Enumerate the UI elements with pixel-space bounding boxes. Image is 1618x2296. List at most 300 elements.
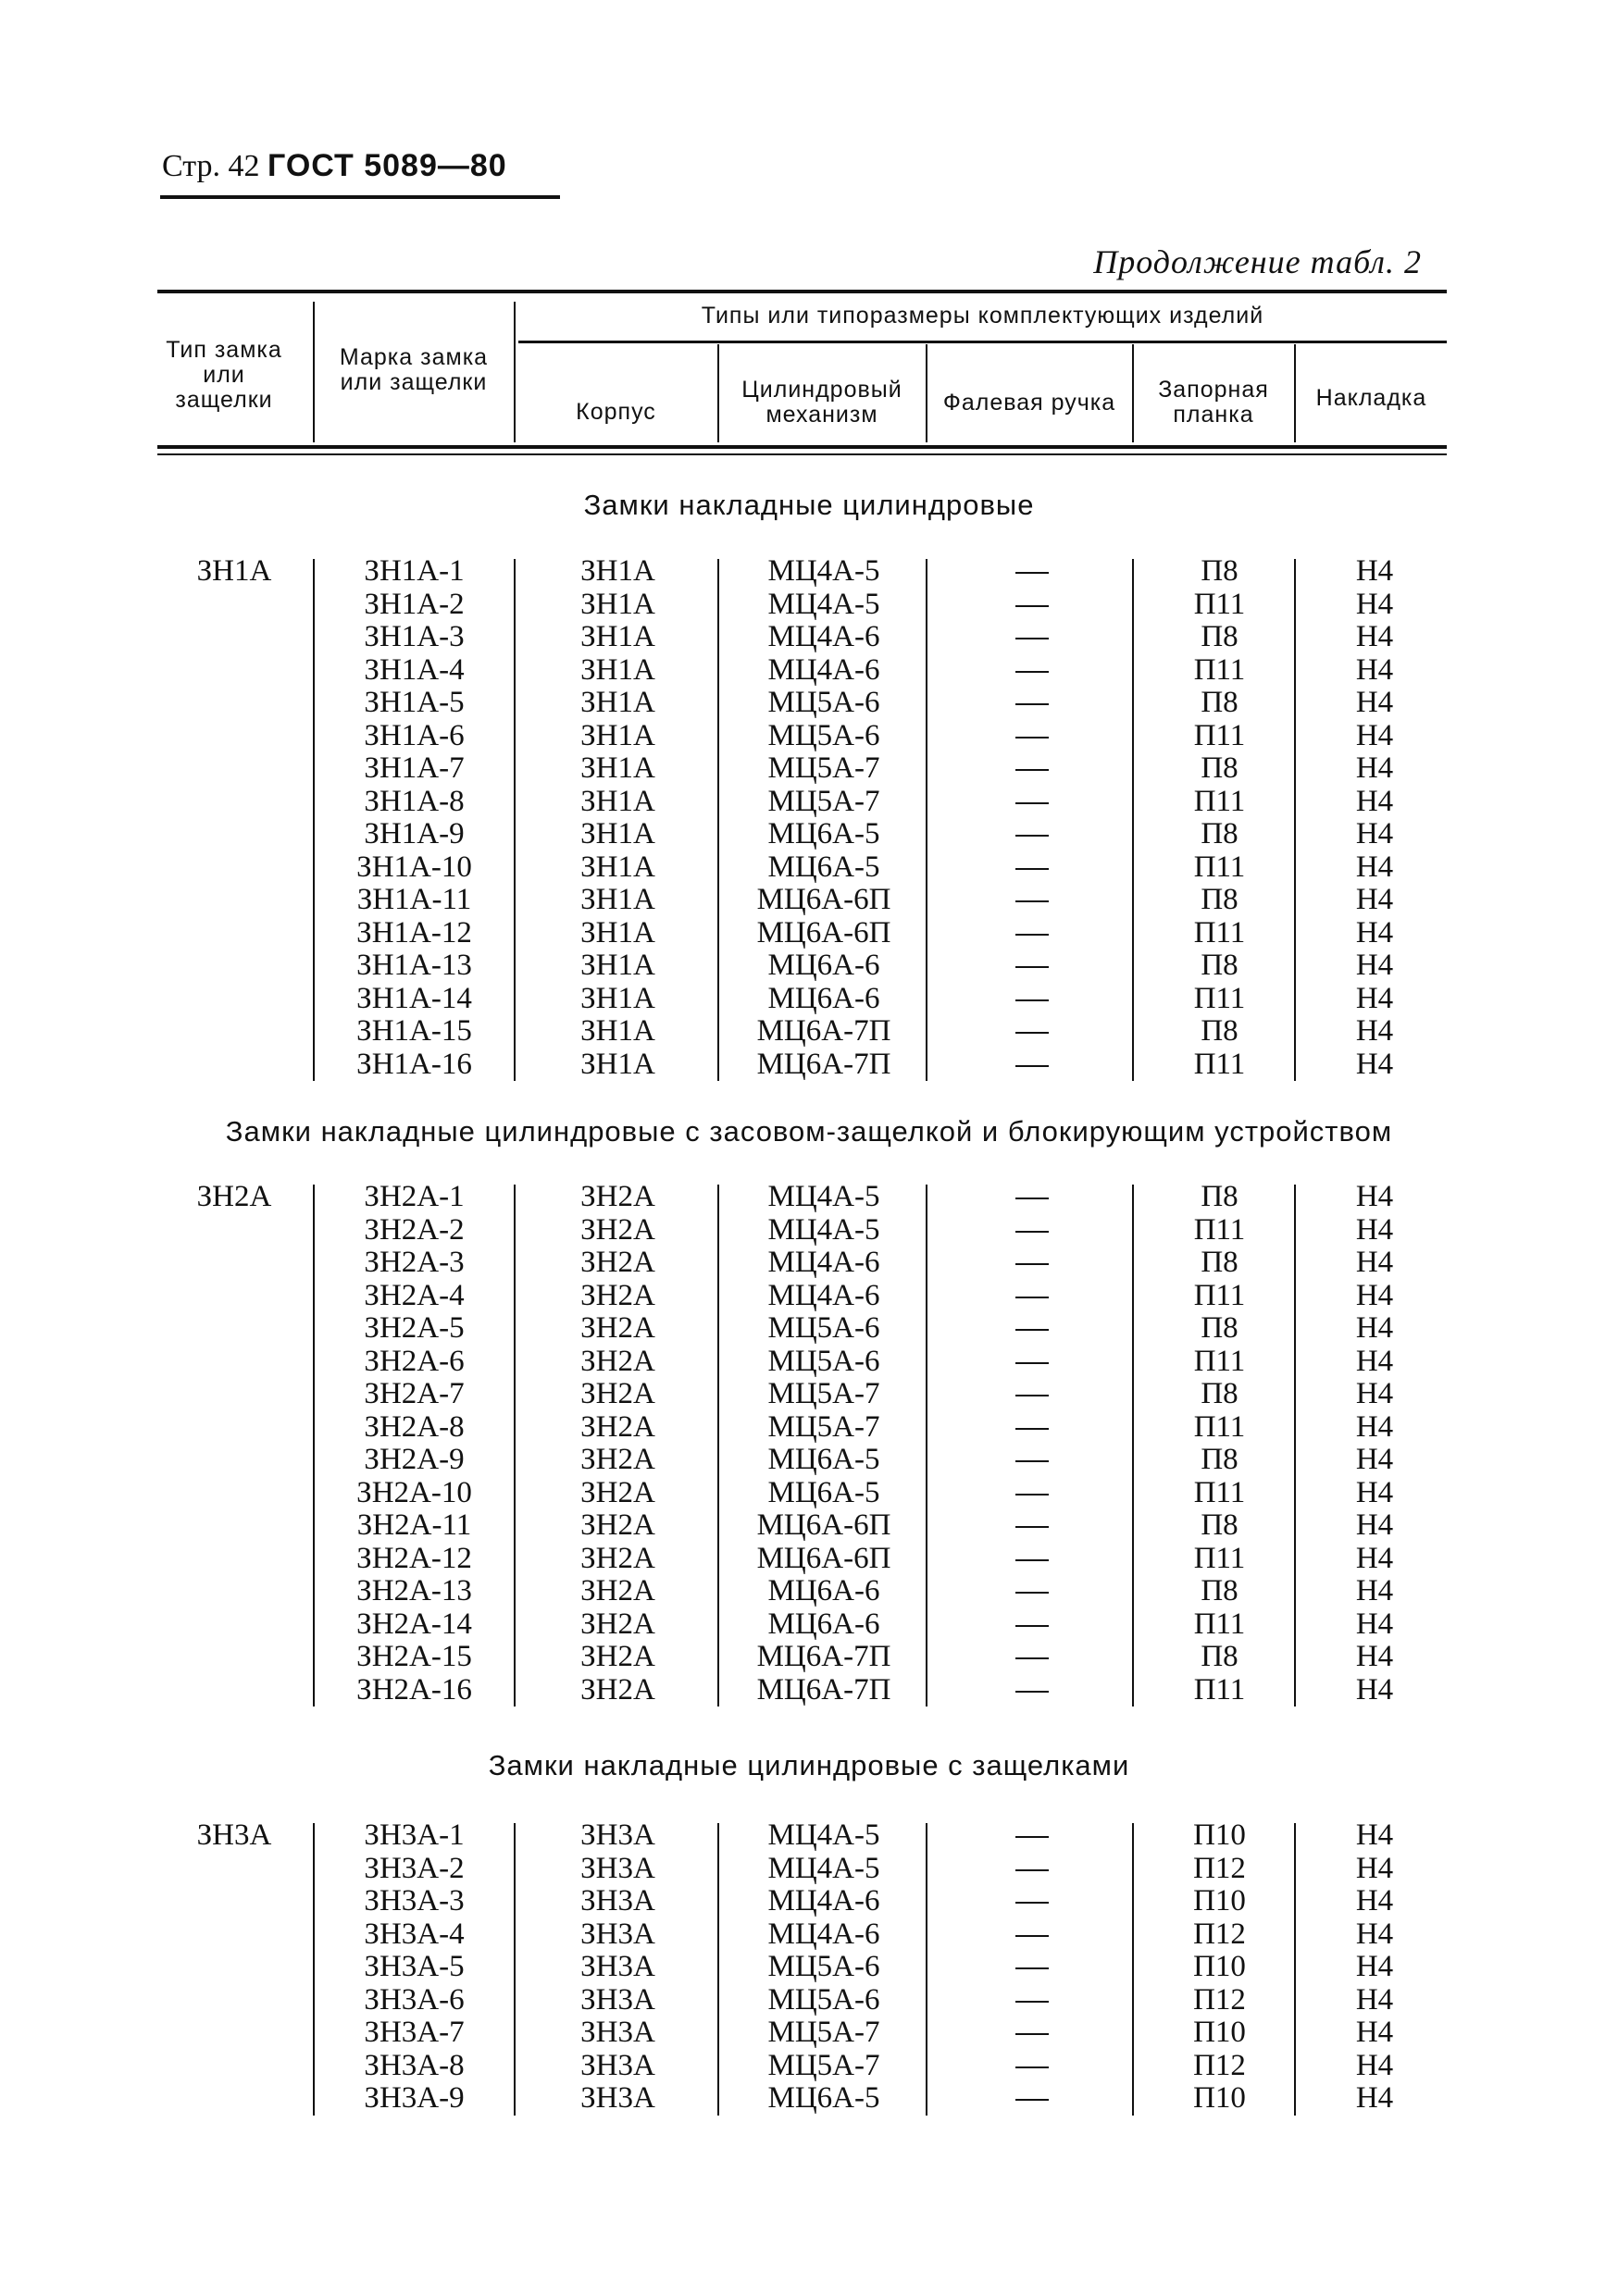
cylinder-mechanism: МЦ5А-7 [767, 2016, 880, 2049]
strike-plate: П8 [1201, 1574, 1238, 1607]
dash-mark [1015, 1460, 1049, 1462]
strike-plate: П8 [1201, 1508, 1238, 1542]
lock-body: ЗН2А [580, 1344, 655, 1378]
column-divider [717, 1823, 719, 2116]
handle [935, 1015, 1129, 1049]
strike-plate: П11 [1193, 652, 1246, 687]
cylinder-mechanism: МЦ6А-5 [767, 817, 880, 850]
table-row [0, 1411, 1618, 1445]
handle [935, 654, 1129, 688]
column-divider [1294, 1823, 1296, 2116]
handle [935, 1984, 1129, 2017]
lock-mark: ЗН1А-9 [364, 817, 465, 850]
overlay: Н4 [1355, 1541, 1394, 1575]
dash-mark [1015, 1625, 1049, 1627]
table-row [0, 1509, 1618, 1543]
cylinder-mechanism: МЦ4А-5 [767, 1212, 880, 1247]
header-mark: Марка замка или защелки [339, 344, 489, 395]
handle [935, 1181, 1129, 1214]
dash-mark [1015, 1836, 1049, 1838]
handle [935, 2050, 1129, 2083]
dash-mark [1015, 1065, 1049, 1067]
cylinder-mechanism: МЦ6А-6 [767, 949, 880, 982]
lock-mark: ЗН3А-9 [364, 2081, 465, 2115]
table-row [0, 786, 1618, 819]
cylinder-mechanism: МЦ5А-6 [767, 1311, 880, 1345]
dash-mark [1015, 1657, 1049, 1659]
handle [935, 1444, 1129, 1477]
dash-mark [1015, 703, 1049, 705]
column-divider [717, 559, 719, 1081]
cylinder-mechanism: МЦ5А-6 [767, 1982, 880, 2017]
header-sub-rule [518, 341, 1447, 343]
strike-plate: П10 [1193, 1884, 1246, 1917]
header-divider [926, 344, 927, 442]
cylinder-mechanism: МЦ4А-5 [767, 1180, 880, 1213]
header-divider [313, 302, 315, 442]
header-bottom-rule-1 [157, 445, 1447, 449]
dash-mark [1015, 605, 1049, 607]
lock-mark: ЗН1А-16 [356, 1047, 472, 1081]
lock-body: ЗН3А [580, 1884, 655, 1917]
table-row [0, 1543, 1618, 1576]
lock-mark: ЗН1А-14 [356, 981, 472, 1015]
lock-body: ЗН1А [580, 620, 655, 653]
dash-mark [1015, 1032, 1049, 1034]
column-divider [313, 1823, 315, 2116]
lock-body: ЗН1А [580, 883, 655, 916]
strike-plate: П11 [1193, 1541, 1246, 1575]
strike-plate: П11 [1193, 784, 1246, 818]
strike-plate: П10 [1193, 1950, 1246, 1983]
strike-plate: П12 [1193, 2048, 1246, 2082]
column-divider [717, 1185, 719, 1706]
handle [935, 2017, 1129, 2050]
header-overlay: Накладка [1315, 384, 1427, 411]
header-body: Корпус [576, 398, 656, 425]
page-header-rule [160, 195, 560, 199]
lock-mark: ЗН2А-4 [364, 1278, 465, 1312]
overlay: Н4 [1355, 883, 1394, 916]
overlay: Н4 [1355, 1377, 1394, 1410]
overlay: Н4 [1355, 2048, 1394, 2082]
lock-mark: ЗН2А-6 [364, 1344, 465, 1378]
strike-plate: П8 [1201, 620, 1238, 653]
strike-plate: П11 [1193, 850, 1246, 884]
strike-plate: П11 [1193, 587, 1246, 621]
lock-mark: ЗН1А-15 [356, 1014, 472, 1048]
overlay: Н4 [1355, 1884, 1394, 1917]
lock-body: ЗН3А [580, 1982, 655, 2017]
overlay: Н4 [1355, 1278, 1394, 1312]
handle [935, 1641, 1129, 1674]
header-type: Тип замка или защелки [166, 336, 282, 413]
table-row [0, 1280, 1618, 1313]
handle [935, 720, 1129, 753]
column-divider [313, 559, 315, 1081]
overlay: Н4 [1355, 1851, 1394, 1885]
header-divider [514, 302, 516, 442]
lock-mark: ЗН2А-7 [364, 1377, 465, 1410]
dash-mark [1015, 1231, 1049, 1233]
lock-body: ЗН2А [580, 1508, 655, 1542]
table-row [0, 1951, 1618, 1984]
dash-mark [1015, 2099, 1049, 2101]
strike-plate: П12 [1193, 1851, 1246, 1885]
handle [935, 786, 1129, 819]
cylinder-mechanism: МЦ6А-7П [756, 1047, 891, 1081]
dash-mark [1015, 737, 1049, 738]
strike-plate: П11 [1193, 981, 1246, 1015]
column-divider [926, 1823, 927, 2116]
table-row [0, 983, 1618, 1016]
handle [935, 752, 1129, 786]
lock-mark: ЗН3А-8 [364, 2048, 465, 2082]
dash-mark [1015, 1329, 1049, 1331]
lock-body: ЗН1А [580, 784, 655, 818]
handle [935, 884, 1129, 917]
overlay: Н4 [1355, 1475, 1394, 1509]
handle [935, 1674, 1129, 1707]
handle [935, 1411, 1129, 1445]
table-row [0, 2017, 1618, 2050]
handle [935, 1312, 1129, 1346]
overlay: Н4 [1355, 1443, 1394, 1476]
dash-mark [1015, 638, 1049, 639]
strike-plate: П11 [1193, 1344, 1246, 1378]
dash-mark [1015, 966, 1049, 968]
strike-plate: П10 [1193, 2016, 1246, 2049]
lock-mark: ЗН1А-4 [364, 652, 465, 687]
overlay: Н4 [1355, 751, 1394, 785]
table-row [0, 1181, 1618, 1214]
cylinder-mechanism: МЦ5А-7 [767, 2048, 880, 2082]
cylinder-mechanism: МЦ4А-5 [767, 587, 880, 621]
lock-mark: ЗН1А-3 [364, 620, 465, 653]
handle [935, 2082, 1129, 2116]
cylinder-mechanism: МЦ6А-6 [767, 981, 880, 1015]
handle [935, 851, 1129, 885]
handle [935, 1543, 1129, 1576]
overlay: Н4 [1355, 1246, 1394, 1279]
lock-mark: ЗН1А-5 [364, 686, 465, 719]
column-divider [1294, 1185, 1296, 1706]
overlay: Н4 [1355, 1672, 1394, 1706]
section-title: Замки накладные цилиндровые [583, 489, 1035, 521]
dash-mark [1015, 2001, 1049, 2003]
lock-body: ЗН3А [580, 2048, 655, 2082]
overlay: Н4 [1355, 915, 1394, 949]
cylinder-mechanism: МЦ6А-5 [767, 1475, 880, 1509]
strike-plate: П8 [1201, 1180, 1238, 1213]
column-divider [1132, 559, 1134, 1081]
cylinder-mechanism: МЦ4А-6 [767, 1278, 880, 1312]
column-divider [514, 1823, 516, 2116]
handle [935, 1951, 1129, 1984]
lock-mark: ЗН2А-8 [364, 1409, 465, 1444]
table-row [0, 1049, 1618, 1082]
strike-plate: П8 [1201, 1014, 1238, 1048]
lock-body: ЗН2А [580, 1409, 655, 1444]
handle [935, 555, 1129, 589]
dash-mark [1015, 999, 1049, 1001]
lock-body: ЗН2А [580, 1246, 655, 1279]
dash-mark [1015, 934, 1049, 936]
dash-mark [1015, 1967, 1049, 1969]
lock-body: ЗН1А [580, 1014, 655, 1048]
cylinder-mechanism: МЦ5А-7 [767, 751, 880, 785]
table-row [0, 1378, 1618, 1411]
overlay: Н4 [1355, 981, 1394, 1015]
lock-mark: ЗН2А-14 [356, 1607, 472, 1641]
strike-plate: П10 [1193, 1818, 1246, 1852]
overlay: Н4 [1355, 718, 1394, 752]
dash-mark [1015, 1902, 1049, 1904]
handle [935, 1378, 1129, 1411]
table-row [0, 752, 1618, 786]
table-row [0, 2082, 1618, 2116]
lock-body: ЗН3А [580, 1851, 655, 1885]
lock-mark: ЗН1А-12 [356, 915, 472, 949]
lock-body: ЗН2А [580, 1180, 655, 1213]
cylinder-mechanism: МЦ4А-5 [767, 1818, 880, 1852]
lock-mark: ЗН2А-5 [364, 1311, 465, 1345]
lock-mark: ЗН1А-7 [364, 751, 465, 785]
lock-mark: ЗН2А-10 [356, 1475, 472, 1509]
lock-mark: ЗН2А-9 [364, 1443, 465, 1476]
lock-body: ЗН3А [580, 1950, 655, 1983]
column-divider [1294, 559, 1296, 1081]
lock-body: ЗН2А [580, 1672, 655, 1706]
section-rows [0, 1181, 1618, 1706]
dash-mark [1015, 1526, 1049, 1528]
table-continuation: Продолжение табл. 2 [1093, 243, 1422, 280]
overlay: Н4 [1355, 2016, 1394, 2049]
table-row [0, 1346, 1618, 1379]
cylinder-mechanism: МЦ4А-5 [767, 1851, 880, 1885]
header-bottom-rule-2 [157, 453, 1447, 455]
lock-type: ЗН3А [196, 1818, 272, 1852]
overlay: Н4 [1355, 2081, 1394, 2115]
column-divider [514, 559, 516, 1081]
lock-body: ЗН1А [580, 949, 655, 982]
dash-mark [1015, 1559, 1049, 1561]
lock-mark: ЗН2А-11 [356, 1508, 472, 1542]
cylinder-mechanism: МЦ5А-7 [767, 1377, 880, 1410]
cylinder-mechanism: МЦ4А-6 [767, 1246, 880, 1279]
section-rows [0, 555, 1618, 1081]
table-row [0, 1575, 1618, 1608]
column-divider [313, 1185, 315, 1706]
table-row [0, 1674, 1618, 1707]
cylinder-mechanism: МЦ6А-5 [767, 1443, 880, 1476]
overlay: Н4 [1355, 620, 1394, 653]
overlay: Н4 [1355, 1950, 1394, 1983]
cylinder-mechanism: МЦ6А-7П [756, 1640, 891, 1673]
lock-body: ЗН2А [580, 1475, 655, 1509]
overlay: Н4 [1355, 1180, 1394, 1213]
table-row [0, 621, 1618, 654]
lock-mark: ЗН3А-7 [364, 2016, 465, 2049]
strike-plate: П8 [1201, 686, 1238, 719]
lock-body: ЗН2А [580, 1377, 655, 1410]
strike-plate: П8 [1201, 1377, 1238, 1410]
overlay: Н4 [1355, 587, 1394, 621]
page-number: Стр. 42 [162, 149, 260, 183]
lock-body: ЗН1А [580, 718, 655, 752]
dash-mark [1015, 1869, 1049, 1871]
handle [935, 1575, 1129, 1608]
overlay: Н4 [1355, 1917, 1394, 1951]
strike-plate: П11 [1193, 1278, 1246, 1312]
overlay: Н4 [1355, 1047, 1394, 1081]
table-row [0, 884, 1618, 917]
dash-mark [1015, 572, 1049, 574]
dash-mark [1015, 1198, 1049, 1199]
section-title: Замки накладные цилиндровые с защелками [488, 1749, 1130, 1781]
lock-body: ЗН2А [580, 1640, 655, 1673]
lock-body: ЗН2А [580, 1311, 655, 1345]
strike-plate: П11 [1193, 915, 1246, 949]
overlay: Н4 [1355, 1344, 1394, 1378]
strike-plate: П11 [1193, 1409, 1246, 1444]
handle [935, 621, 1129, 654]
lock-body: ЗН3А [580, 2081, 655, 2115]
table-row [0, 654, 1618, 688]
column-divider [514, 1185, 516, 1706]
table-row [0, 555, 1618, 589]
column-divider [926, 559, 927, 1081]
dash-mark [1015, 1494, 1049, 1496]
handle [935, 1819, 1129, 1853]
dash-mark [1015, 1395, 1049, 1396]
overlay: Н4 [1355, 1607, 1394, 1641]
lock-mark: ЗН1А-11 [356, 883, 472, 916]
cylinder-mechanism: МЦ5А-6 [767, 718, 880, 752]
cylinder-mechanism: МЦ4А-6 [767, 1884, 880, 1917]
cylinder-mechanism: МЦ4А-6 [767, 652, 880, 687]
lock-mark: ЗН3А-1 [364, 1818, 465, 1852]
cylinder-mechanism: МЦ6А-7П [756, 1672, 891, 1706]
handle [935, 1346, 1129, 1379]
header-cylinder: Цилиндровый механизм [741, 377, 902, 428]
overlay: Н4 [1355, 1014, 1394, 1048]
strike-plate: П8 [1201, 883, 1238, 916]
lock-body: ЗН2А [580, 1607, 655, 1641]
strike-plate: П8 [1201, 1640, 1238, 1673]
strike-plate: П11 [1193, 718, 1246, 752]
handle [935, 1214, 1129, 1247]
handle [935, 1918, 1129, 1952]
dash-mark [1015, 1362, 1049, 1364]
header-divider [1132, 344, 1134, 442]
strike-plate: П11 [1193, 1672, 1246, 1706]
handle [935, 1477, 1129, 1510]
lock-type: ЗН2А [196, 1180, 272, 1213]
lock-mark: ЗН2А-2 [364, 1212, 465, 1247]
dash-mark [1015, 900, 1049, 902]
overlay: Н4 [1355, 1508, 1394, 1542]
table-row [0, 589, 1618, 622]
strike-plate: П11 [1193, 1607, 1246, 1641]
overlay: Н4 [1355, 686, 1394, 719]
table-row [0, 1918, 1618, 1952]
lock-body: ЗН2А [580, 1443, 655, 1476]
strike-plate: П12 [1193, 1982, 1246, 2017]
overlay: Н4 [1355, 1982, 1394, 2017]
dash-mark [1015, 868, 1049, 870]
strike-plate: П8 [1201, 1311, 1238, 1345]
cylinder-mechanism: МЦ6А-5 [767, 850, 880, 884]
strike-plate: П8 [1201, 1443, 1238, 1476]
cylinder-mechanism: МЦ6А-5 [767, 2081, 880, 2115]
lock-body: ЗН1А [580, 850, 655, 884]
dash-mark [1015, 835, 1049, 837]
table-row [0, 1608, 1618, 1642]
table-row [0, 1641, 1618, 1674]
cylinder-mechanism: МЦ5А-6 [767, 1950, 880, 1983]
column-divider [926, 1185, 927, 1706]
handle [935, 818, 1129, 851]
table-row [0, 720, 1618, 753]
handle [935, 589, 1129, 622]
cylinder-mechanism: МЦ5А-6 [767, 686, 880, 719]
overlay: Н4 [1355, 817, 1394, 850]
column-divider [1132, 1823, 1134, 2116]
overlay: Н4 [1355, 652, 1394, 687]
cylinder-mechanism: МЦ4А-6 [767, 1917, 880, 1951]
lock-body: ЗН1А [580, 751, 655, 785]
overlay: Н4 [1355, 784, 1394, 818]
cylinder-mechanism: МЦ5А-6 [767, 1344, 880, 1378]
header-divider [717, 344, 719, 442]
cylinder-mechanism: МЦ5А-7 [767, 784, 880, 818]
lock-mark: ЗН1А-8 [364, 784, 465, 818]
dash-mark [1015, 2066, 1049, 2068]
table-row [0, 1819, 1618, 1853]
dash-mark [1015, 671, 1049, 673]
handle [935, 949, 1129, 983]
page-header [162, 148, 507, 184]
lock-body: ЗН2А [580, 1278, 655, 1312]
strike-plate: П8 [1201, 817, 1238, 850]
lock-mark: ЗН3А-6 [364, 1982, 465, 2017]
cylinder-mechanism: МЦ6А-6П [756, 1508, 891, 1542]
lock-body: ЗН3А [580, 1818, 655, 1852]
lock-body: ЗН2А [580, 1574, 655, 1607]
overlay: Н4 [1355, 1311, 1394, 1345]
dash-mark [1015, 802, 1049, 804]
table-row [0, 1984, 1618, 2017]
lock-body: ЗН1А [580, 587, 655, 621]
lock-type: ЗН1А [196, 554, 272, 588]
lock-body: ЗН2А [580, 1212, 655, 1247]
lock-body: ЗН3А [580, 2016, 655, 2049]
section-rows [0, 1819, 1618, 2116]
lock-mark: ЗН1А-1 [364, 554, 465, 588]
overlay: Н4 [1355, 850, 1394, 884]
dash-mark [1015, 1428, 1049, 1430]
lock-mark: ЗН3А-3 [364, 1884, 465, 1917]
dash-mark [1015, 1691, 1049, 1693]
lock-mark: ЗН1А-13 [356, 949, 472, 982]
handle [935, 1509, 1129, 1543]
lock-mark: ЗН1А-2 [364, 587, 465, 621]
cylinder-mechanism: МЦ6А-6П [756, 915, 891, 949]
table-row [0, 1312, 1618, 1346]
dash-mark [1015, 769, 1049, 771]
table-row [0, 1444, 1618, 1477]
